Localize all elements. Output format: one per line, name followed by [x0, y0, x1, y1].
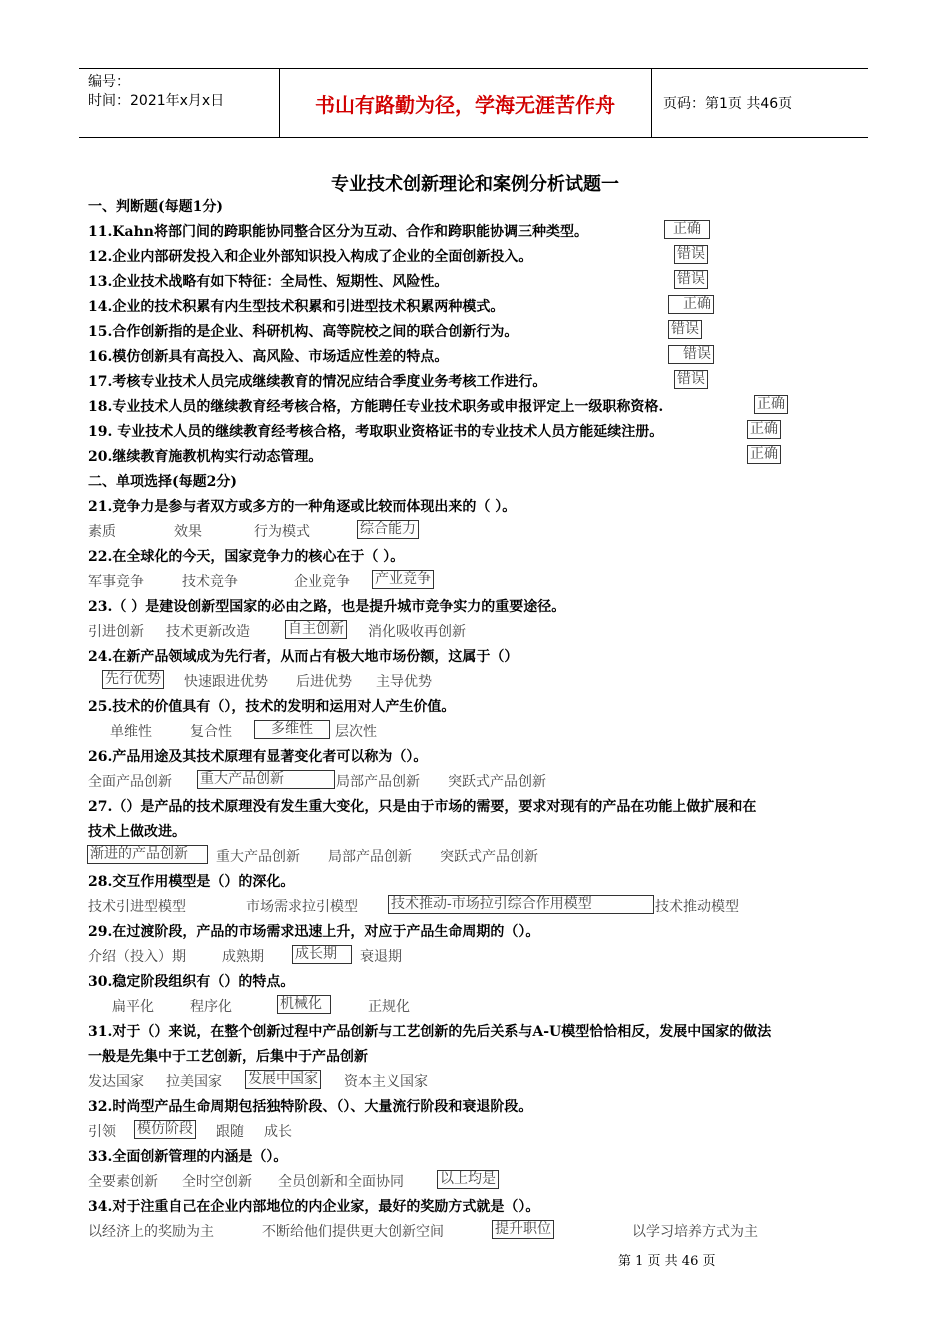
divider	[651, 69, 652, 137]
question-text: 34.对于注重自己在企业内部地位的内企业家，最好的奖励方式就是（）。	[88, 1199, 540, 1215]
answer-box: 渐进的产品创新	[87, 845, 208, 864]
option: 成熟期	[222, 949, 264, 965]
option: 突跃式产品创新	[448, 774, 546, 790]
question-text: 25.技术的价值具有（），技术的发明和运用对人产生价值。	[88, 699, 456, 715]
answer-box: 正确	[747, 420, 781, 439]
question-text: 13.企业技术战略有如下特征：全局性、短期性、风险性。	[88, 274, 449, 290]
question-text: 23.（ ）是建设创新型国家的必由之路，也是提升城市竞争实力的重要途径。	[88, 599, 566, 615]
question-text: 30.稳定阶段组织有（）的特点。	[88, 974, 295, 990]
answer-box: 发展中国家	[245, 1070, 321, 1089]
option: 局部产品创新	[336, 774, 420, 790]
question-text: 29.在过渡阶段，产品的市场需求迅速上升，对应于产品生命周期的（）。	[88, 924, 540, 940]
option: 成长	[264, 1124, 292, 1140]
question-text: 16.模仿创新具有高投入、高风险、市场适应性差的特点。	[88, 349, 449, 365]
section-title: 二、单项选择(每题2分)	[88, 474, 237, 490]
header-left	[88, 73, 224, 111]
answer-box: 成长期	[292, 945, 352, 964]
answer-box: 错误	[668, 320, 702, 339]
document-title: 专业技术创新理论和案例分析试题一	[331, 174, 619, 195]
option: 突跃式产品创新	[440, 849, 538, 865]
option: 层次性	[335, 724, 377, 740]
option: 技术更新改造	[166, 624, 250, 640]
option: 衰退期	[360, 949, 402, 965]
question-text: 17.考核专业技术人员完成继续教育的情况应结合季度业务考核工作进行。	[88, 374, 547, 390]
option: 技术推动模型	[655, 899, 739, 915]
option: 技术引进型模型	[88, 899, 186, 915]
motto: 书山有路勤为径，学海无涯苦作舟	[315, 92, 615, 117]
option: 重大产品创新	[216, 849, 300, 865]
option: 正规化	[368, 999, 410, 1015]
answer-box: 错误	[674, 270, 708, 289]
question-text: 28.交互作用模型是（）的深化。	[88, 874, 295, 890]
answer-box: 提升职位	[492, 1220, 554, 1239]
header-table	[79, 68, 868, 138]
page-info: 页码：第1页 共46页	[663, 96, 793, 112]
option: 效果	[174, 524, 202, 540]
option: 全员创新和全面协同	[278, 1174, 404, 1190]
option: 单维性	[110, 724, 152, 740]
option: 跟随	[216, 1124, 244, 1140]
option: 主导优势	[376, 674, 432, 690]
date-label: 时间：2021年x月x日	[88, 93, 225, 109]
option: 复合性	[190, 724, 232, 740]
option: 技术竞争	[182, 574, 238, 590]
answer-box: 技术推动-市场拉引综合作用模型	[388, 895, 654, 914]
answer-box: 正确	[668, 295, 714, 314]
question-text: 31.对于（）来说，在整个创新过程中产品创新与工艺创新的先后关系与A-U模型恰恰相反，发展中国家的做法	[88, 1024, 772, 1040]
answer-box: 正确	[664, 220, 710, 239]
answer-box: 错误	[674, 370, 708, 389]
option: 程序化	[190, 999, 232, 1015]
page-footer: 第 1 页 共 46 页	[618, 1254, 716, 1269]
option: 不断给他们提供更大创新空间	[262, 1224, 444, 1240]
answer-box: 模仿阶段	[134, 1120, 196, 1139]
answer-box: 正确	[754, 395, 788, 414]
option: 后进优势	[296, 674, 352, 690]
question-text: 18.专业技术人员的继续教育经考核合格，方能聘任专业技术职务或申报评定上一级职称资格.	[88, 399, 664, 415]
option: 引领	[88, 1124, 116, 1140]
question-text: 20.继续教育施教机构实行动态管理。	[88, 449, 323, 465]
question-text: 24.在新产品领域成为先行者，从而占有极大地市场份额，这属于（）	[88, 649, 519, 665]
question-text: 12.企业内部研发投入和企业外部知识投入构成了企业的全面创新投入。	[88, 249, 533, 265]
question-text: 15.合作创新指的是企业、科研机构、高等院校之间的联合创新行为。	[88, 324, 519, 340]
option: 消化吸收再创新	[368, 624, 466, 640]
question-text: 32.时尚型产品生命周期包括独特阶段、（）、大量流行阶段和衰退阶段。	[88, 1099, 533, 1115]
question-text: 26.产品用途及其技术原理有显著变化者可以称为（）。	[88, 749, 428, 765]
question-text-continued: 一般是先集中于工艺创新，后集中于产品创新	[88, 1049, 368, 1065]
option: 资本主义国家	[344, 1074, 428, 1090]
question-text: 11.Kahn将部门间的跨职能协同整合区分为互动、合作和跨职能协调三种类型。	[88, 224, 588, 240]
answer-box: 综合能力	[357, 520, 419, 539]
question-text: 33.全面创新管理的内涵是（）。	[88, 1149, 288, 1165]
answer-box: 重大产品创新	[197, 770, 335, 789]
option: 局部产品创新	[328, 849, 412, 865]
answer-box: 机械化	[277, 995, 331, 1014]
option: 引进创新	[88, 624, 144, 640]
question-text: 21.竞争力是参与者双方或多方的一种角逐或比较而体现出来的（ ）。	[88, 499, 517, 515]
option: 军事竞争	[88, 574, 144, 590]
option: 扁平化	[112, 999, 154, 1015]
answer-box: 产业竞争	[372, 570, 434, 589]
question-text: 19. 专业技术人员的继续教育经考核合格，考取职业资格证书的专业技术人员方能延续注册。	[88, 424, 664, 440]
option: 素质	[88, 524, 116, 540]
answer-box: 错误	[668, 345, 714, 364]
option: 拉美国家	[166, 1074, 222, 1090]
answer-box: 错误	[674, 245, 708, 264]
option: 全要素创新	[88, 1174, 158, 1190]
answer-box: 以上均是	[437, 1170, 499, 1189]
section-title: 一、判断题(每题1分)	[88, 199, 223, 215]
option: 发达国家	[88, 1074, 144, 1090]
option: 全面产品创新	[88, 774, 172, 790]
option: 市场需求拉引模型	[246, 899, 358, 915]
option: 介绍（投入）期	[88, 949, 186, 965]
answer-box: 自主创新	[285, 620, 347, 639]
answer-box: 多维性	[254, 720, 330, 739]
option: 全时空创新	[182, 1174, 252, 1190]
number-label: 编号：	[88, 74, 130, 90]
option: 行为模式	[254, 524, 310, 540]
question-text: 22.在全球化的今天，国家竞争力的核心在于（ ）。	[88, 549, 405, 565]
option: 快速跟进优势	[184, 674, 268, 690]
question-text-continued: 技术上做改进。	[88, 824, 186, 840]
answer-box: 先行优势	[102, 670, 164, 689]
option: 以经济上的奖励为主	[88, 1224, 214, 1240]
question-text: 14.企业的技术积累有内生型技术积累和引进型技术积累两种模式。	[88, 299, 505, 315]
answer-box: 正确	[747, 445, 781, 464]
question-text: 27.（）是产品的技术原理没有发生重大变化，只是由于市场的需要，要求对现有的产品在功能上做扩展和在	[88, 799, 757, 815]
option: 企业竞争	[294, 574, 350, 590]
option: 以学习培养方式为主	[632, 1224, 758, 1240]
